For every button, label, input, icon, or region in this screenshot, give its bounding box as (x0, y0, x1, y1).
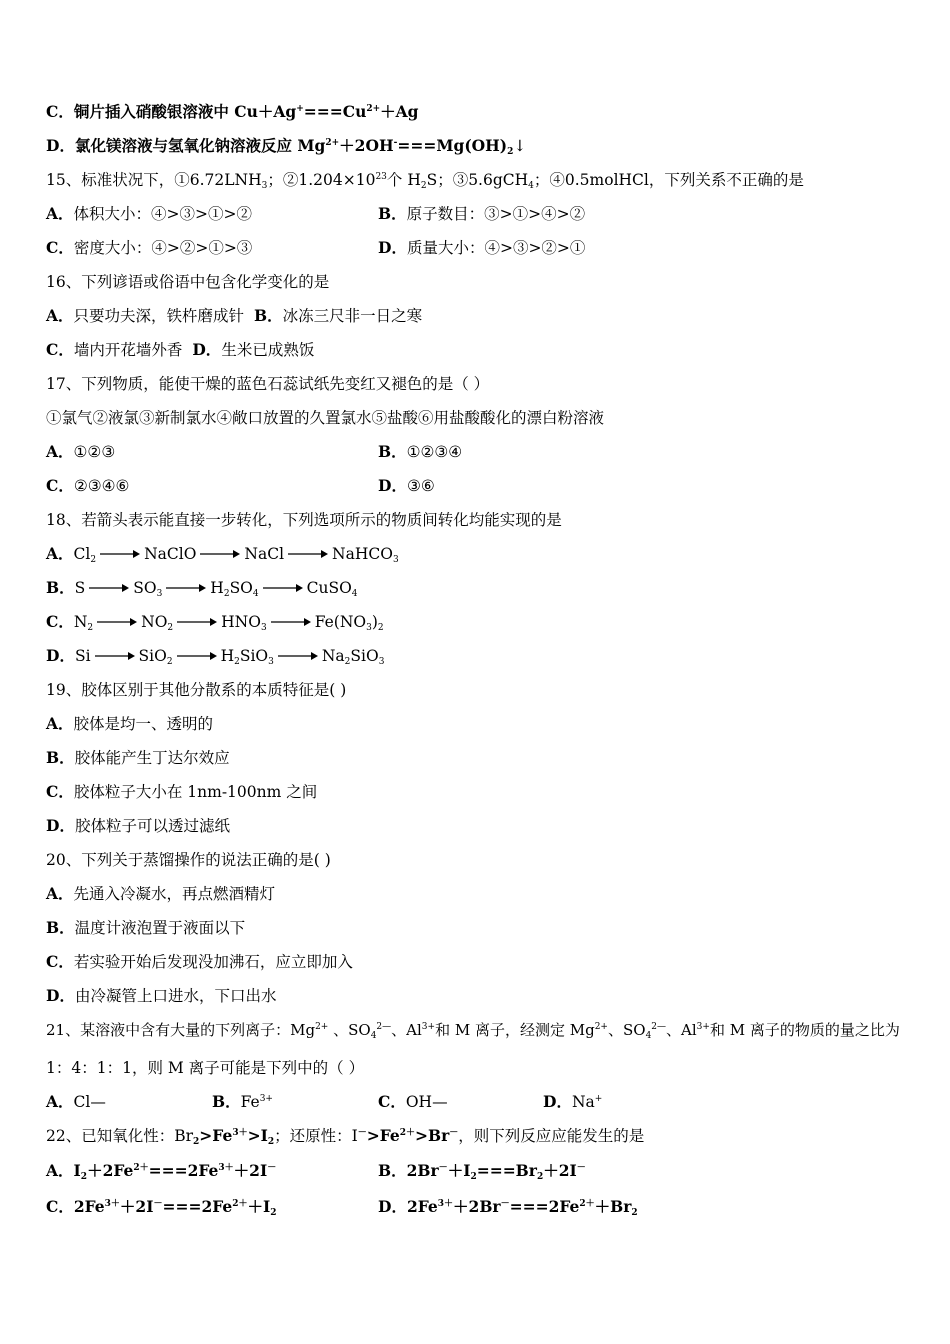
question-15: 15、标准状况下，$①6.72LNH_3$；$②1.204\times 10^{23}$个 $H_2S$；③5.6gCH$_4$；④0.5molHCl，下列关系不正确的是 (46, 171, 804, 191)
q18-option-d: D．Si SiO$_2$ $H_2SiO_3$ $Na_2SiO_3$ (46, 646, 385, 667)
q20-option-c: C．若实验开始后发现没加沸石，应立即加入 (46, 952, 353, 971)
question-17: 17、下列物质，能使干燥的蓝色石蕊试纸先变红又褪色的是（ ） (46, 375, 490, 393)
arrow-icon (166, 583, 206, 593)
question-22: 22、已知氧化性：$Br_2>Fe^{3+}>I_2$；还原性：$I^->Fe^{2+}>Br^-$，则下列反应应能发生的是 (46, 1126, 645, 1147)
q15-option-b: B．原子数目：③>①>④>② (378, 204, 586, 223)
q19-option-d: D．胶体粒子可以透过滤纸 (46, 816, 230, 835)
q22-option-b: B．$2Br^-+I_2===Br_2+2I^-$ (378, 1161, 586, 1182)
q17-substances: ①氯气②液氯③新制氯水④敞口放置的久置氯水⑤盐酸⑥用盐酸酸化的漂白粉溶液 (46, 409, 605, 427)
q15-option-a: A．体积大小：④>③>①>② (46, 204, 252, 223)
q22-option-c: C．$2Fe^{3+}+2I^-===2Fe^{2+}+I_2$ (46, 1197, 277, 1218)
arrow-icon (278, 651, 318, 661)
q19-option-b: B．胶体能产生丁达尔效应 (46, 748, 230, 767)
question-20: 20、下列关于蒸馏操作的说法正确的是( ) (46, 851, 331, 869)
q17-option-b: B．①②③④ (378, 442, 463, 461)
option-c-line: C．铜片插入硝酸银溶液中 $Cu+Ag^+===Cu^{2+}+Ag$ (46, 102, 419, 121)
q22-option-d: D．$2Fe^{3+}+2Br^-===2Fe^{2+}+Br_2$ (378, 1197, 638, 1218)
q19-option-a: A．胶体是均一、透明的 (46, 714, 214, 733)
q17-option-c: C．②③④⑥ (46, 476, 130, 495)
option-d-line: D．氯化镁溶液与氢氧化钠溶液反应 $Mg^{2+}+2OH^-===Mg(OH)_2↓$ (46, 136, 527, 157)
q15-option-d: D．质量大小：④>③>②>① (378, 238, 586, 257)
arrow-icon (177, 617, 217, 627)
question-19: 19、胶体区别于其他分散系的本质特征是( ) (46, 681, 347, 699)
arrow-icon (263, 583, 303, 593)
question-16: 16、下列谚语或俗语中包含化学变化的是 (46, 273, 330, 291)
q15-option-c: C．密度大小：④>②>①>③ (46, 238, 253, 257)
q16-options-ab: A．只要功夫深，铁杵磨成针 B．冰冻三尺非一日之寒 (46, 306, 423, 325)
arrow-icon (271, 617, 311, 627)
q21-option-d: D．Na+ (543, 1092, 603, 1111)
arrow-icon (97, 617, 137, 627)
arrow-icon (89, 583, 129, 593)
q21-option-a: A．Cl— (46, 1092, 106, 1111)
q20-option-d: D．由冷凝管上口进水，下口出水 (46, 986, 277, 1005)
q17-option-d: D．③⑥ (378, 476, 435, 495)
question-21-cont: 1：4：1：1，则 M 离子可能是下列中的（ ） (46, 1059, 365, 1077)
arrow-icon (100, 549, 140, 559)
q16-options-cd: C．墙内开花墙外香 D．生米已成熟饭 (46, 340, 315, 359)
q17-option-a: A．①②③ (46, 442, 116, 461)
arrow-icon (288, 549, 328, 559)
q21-option-b: B．$Fe^{3+}$ (212, 1092, 273, 1111)
arrow-icon (200, 549, 240, 559)
q20-option-b: B．温度计液泡置于液面以下 (46, 918, 246, 937)
question-21: 21、某溶液中含有大量的下列离子：$Mg^{2+}$ 、$SO_4^{2—}$、$Al^{3+}$和 M 离子，经测定 $Mg^{2+}$、$SO_4^{2—}$、$Al^{3+}$和 M 离子的物质的量之比为 (46, 1021, 900, 1041)
q22-option-a: A．$I_2+2Fe^{2+}===2Fe^{3+}+2I^-$ (46, 1161, 277, 1182)
question-18: 18、若箭头表示能直接一步转化，下列选项所示的物质间转化均能实现的是 (46, 511, 562, 529)
q18-option-c: C．$N_2$ $NO_2$ $HNO_3$ $Fe(NO_3)_2$ (46, 612, 384, 633)
arrow-icon (177, 651, 217, 661)
q21-option-c: C．OH— (378, 1092, 448, 1111)
q18-option-a: A．$Cl_2$ NaClO NaCl NaHCO$_3$ (46, 544, 399, 565)
arrow-icon (95, 651, 135, 661)
q18-option-b: B．S $SO_3$ $H_2SO_4$ CuSO$_4$ (46, 578, 358, 599)
q20-option-a: A．先通入冷凝水，再点燃酒精灯 (46, 884, 276, 903)
q19-option-c: C．胶体粒子大小在 1nm-100nm 之间 (46, 782, 318, 801)
